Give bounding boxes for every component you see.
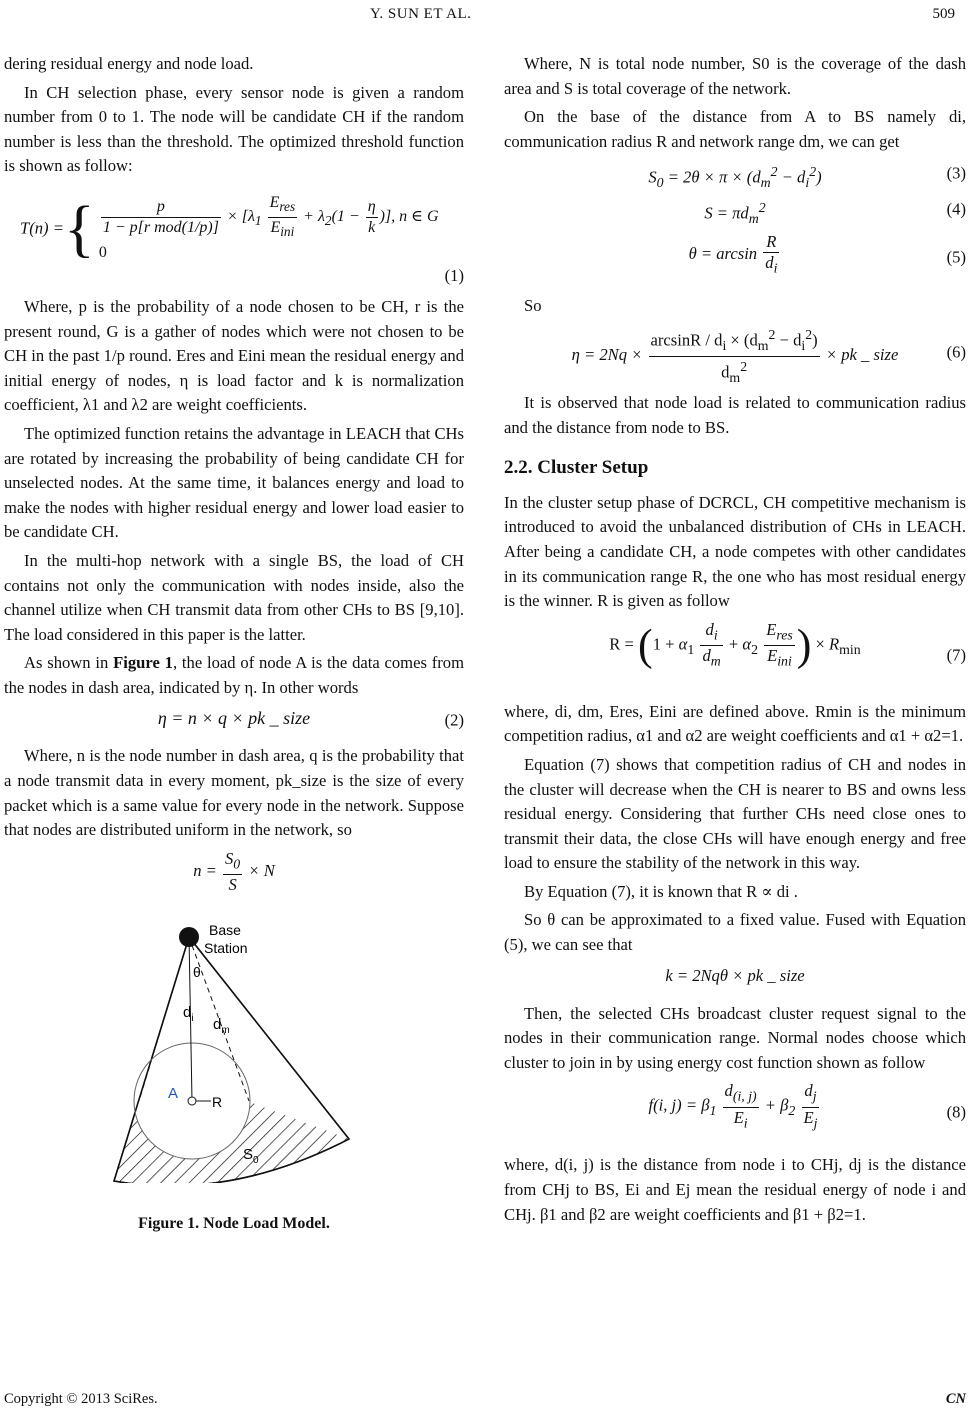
- equation-number: (8): [946, 1103, 966, 1123]
- paragraph: Where, n is the node number in dash area, q is the probability that a node transmit data in every moment, pk_size is the size of every packet which is a same value for every node in the network. Suppose that nodes are distributed uniform in the network, so: [4, 746, 464, 840]
- label-A: A: [168, 1084, 179, 1102]
- equation-6: η = 2Nq × $\frac{\arcsin R / d_i \times (d_m^2 - d_i^2)}{d_m^2}$ × pk _ size (6): [571, 326, 966, 385]
- label-S0: $S_0$: [243, 1145, 259, 1166]
- equation-1: [4, 187, 464, 286]
- label-theta: θ: [193, 963, 201, 980]
- paragraph: Then, the selected CHs broadcast cluster request signal to the nodes in their communication range. Normal nodes choose which cluster to join in by using energy cost function shown as follow: [504, 1003, 966, 1072]
- page-header: [0, 4, 969, 28]
- label-R: R: [212, 1093, 223, 1110]
- paragraph: Where, N is total node number, S0 is the coverage of the dash area and S is total coverage of the network.: [504, 54, 966, 98]
- equation-number: (5): [946, 248, 966, 268]
- label-station: Station: [204, 939, 248, 956]
- paragraph: So: [524, 296, 542, 316]
- paragraph: It is observed that node load is related to communication radius and the distance from node to BS.: [504, 392, 966, 437]
- equation-number: (7): [946, 645, 966, 665]
- paragraph: So θ can be approximated to a fixed value. Fused with Equation (5), we can see that: [504, 910, 966, 955]
- equation-8: f(i, $j) = \beta_1$ $\frac{d_{(i, j)}}{E_i}$ + $\beta_2$ $\frac{d_j}{E_j}$ (8): [648, 1081, 966, 1131]
- right-column: [504, 52, 966, 1231]
- label-base: Base: [209, 922, 241, 938]
- paragraph: Equation (7) shows that competition radius of CH and nodes in the cluster will decrease when the CH is nearer to BS and owns less residual energy. Considering that further CHs need close ones to transmit their data, the close CHs will have enough energy and free load to ensure the stability of the network in this way.: [504, 754, 966, 873]
- paragraph: dering residual energy and node load.: [4, 54, 254, 73]
- section-heading: 2.2. Cluster Setup: [504, 457, 649, 479]
- figure-1: [4, 923, 464, 1237]
- paragraph: Where, p is the probability of a node chosen to be CH, r is the present round, G is a gather of nodes which were not chosen to be CH in the past 1/p round. Eres and Eini mean the residual energy and initial energy of nodes, η is load factor and k is normalization coefficient, λ1 and λ2 are weight coefficients.: [4, 296, 464, 415]
- equation-number: (1): [444, 266, 464, 286]
- page-number: 509: [932, 6, 955, 22]
- equation-number: (6): [946, 342, 966, 362]
- running-authors: Y. SUN ET AL.: [370, 6, 472, 22]
- page-footer: [4, 1391, 966, 1408]
- equation-7: $R = (1 + \alpha_1$ $\frac{d_i}{d_m}$ + $\alpha_2$ $\frac{E_{res}}{E_{ini}}$ ) × $R_{min}$ (7): [609, 619, 966, 670]
- equation-n: n = $\frac{S_0}{S}$ × N: [193, 848, 275, 895]
- paragraph: On the base of the distance from A to BS namely di, communication radius R and network range dm, we can get: [504, 107, 966, 151]
- equation-number: (2): [444, 711, 464, 731]
- equation-3: $S_0 = 2\theta \times \pi \times (d_m^2 - d_i^2)$ (3): [648, 164, 966, 191]
- paragraph: In the cluster setup phase of DCRCL, CH competitive mechanism is introduced to avoid the unbalanced distribution of CHs in LEACH. After being a candidate CH, a node competes with other candidates in its communication range R, the one who has most residual energy is the winner. R is given as follow: [504, 492, 966, 611]
- node-load-diagram: [109, 923, 359, 1183]
- label-di: $d_i$: [183, 1003, 194, 1024]
- equation-2: η = n × q × pk _ size (2): [4, 706, 464, 736]
- equation-number: (4): [946, 200, 966, 220]
- equation-number: (3): [946, 164, 966, 184]
- paragraph: In CH selection phase, every sensor node is given a random number from 0 to 1. The node will be candidate CH if the random number is less than the threshold. The optimized threshold function is shown as follow:: [4, 82, 464, 176]
- paragraph: The optimized function retains the advantage in LEACH that CHs are rotated by increasing the probability of being candidate CH for unselected nodes. At the same time, it balances energy and load to make the nodes with higher residual energy and lower load easier to be candidate CH.: [4, 423, 464, 542]
- paragraph: where, d(i, j) is the distance from node i to CHj, dj is the distance from CHj to BS, Ei and Ej mean the residual energy of node i and CHj. β1 and β2 are weight coefficients and β1 + β2=1.: [504, 1155, 966, 1224]
- paragraph: In the multi-hop network with a single BS, the load of CH contains not only the communication with nodes inside, also the channel utilize when CH transmit data from other CHs to BS [9,10]. The load considered in this paper is the latter.: [4, 550, 464, 644]
- paragraph: By Equation (7), it is known that R ∝ di .: [524, 881, 798, 901]
- left-column: [4, 52, 464, 1237]
- base-station: [179, 927, 199, 947]
- equation-k: k = 2Nqθ × pk _ size: [665, 965, 805, 985]
- paragraph: where, di, dm, Eres, Eini are defined above. Rmin is the minimum competition radius, α1 and α2 are weight coefficients and α1 + α2=1.: [504, 701, 966, 746]
- copyright: Copyright © 2013 SciRes.: [4, 1391, 158, 1407]
- paragraph: As shown in Figure 1, the load of node A is the data comes from the nodes in dash area, indicated by η. In other words: [4, 653, 464, 697]
- journal-abbrev: CN: [945, 1391, 966, 1407]
- figure-reference: Figure 1: [113, 653, 173, 673]
- equation-1-body: T(n) ={ $\frac{p}{\text{1 − p[r mod(1/p)]}}$ × [$\lambda_1$ $\frac{E_{res}}{E_{ini}}$ + $\lambda_2(1$ − $\frac{\eta}{k}$ )], n ∈ G 0: [20, 192, 439, 264]
- equation-5: θ = arcsin $\frac{R}{d_i}$ (5): [688, 232, 966, 276]
- figure-caption: Figure 1. Node Load Model.: [138, 1215, 330, 1233]
- equation-4: $S = \pi d_m^2$ (4): [704, 200, 966, 227]
- node-A: [188, 1097, 196, 1105]
- label-dm: $d_m$: [213, 1015, 230, 1036]
